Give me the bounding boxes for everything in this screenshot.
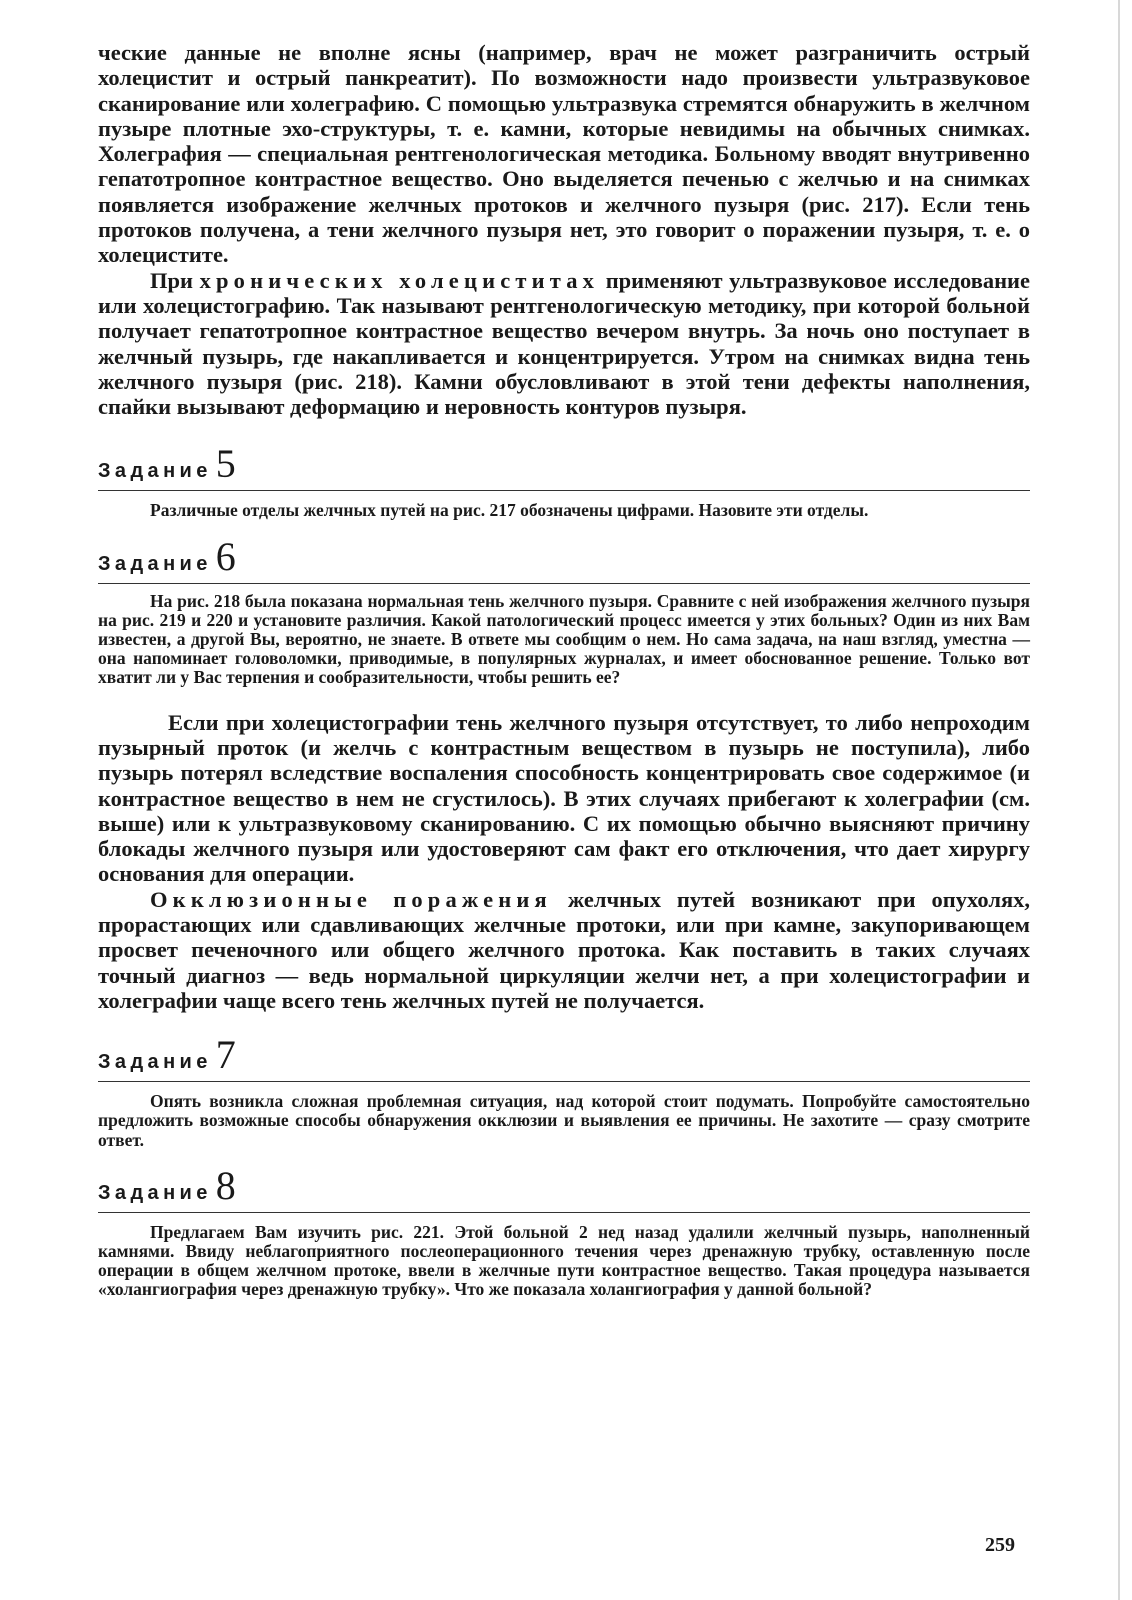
task-5-header (98, 441, 1030, 491)
task-7-label: Задание (98, 1051, 212, 1074)
task-5-text: Различные отделы желчных путей на рис. 217 обозначены цифрами. Назовите эти отделы. (150, 500, 869, 521)
paragraph-3: Если при холецистографии тень желчного пузыря отсутствует, то либо непроходим пузырный проток (и желчь с контрастным веществом в пузырь не поступила), либо пузырь потерял вследствие воспаления способность концентрировать свое содержимое (и контрастное вещество в нем не сгустилось). В этих случаях прибегают к холеграфии (см. выше) или к ультразвуковому сканированию. С их помощью обычно выясняют причину блокады желчного пузыря или удостоверяют сам факт его отключения, что дает хирургу основания для операции. (98, 709, 1030, 887)
paragraph-2-rest: применяют ультразвуковое исследование или холецистографию. Так называют рентгенологическую методику, при которой больной получает гепатотропное контрастное вещество вечером внутрь. За ночь оно поступает в желчный пузырь, где накапливается и концентрируется. Утром на снимках видна тень желчного пузыря (рис. 218). Камни обусловливают в этой тени дефекты наполнения, спайки вызывают деформацию и неровность контуров пузыря. (98, 267, 1031, 420)
page-number: 259 (985, 1534, 1015, 1556)
task-6-label: Задание (98, 552, 212, 575)
task-5-label: Задание (98, 460, 212, 483)
task-6 (98, 533, 1030, 688)
spaced-term-occlusive-lesions: Окклюзионные поражения (150, 886, 552, 912)
task-7-text: Опять возникла сложная проблемная ситуация, над которой стоит подумать. Попробуйте самостоятельно предложить возможные способы обнаружения окклюзии и выявления ее причины. Не захотите — сразу смотрите ответ. (98, 1091, 1030, 1150)
page-edge-line (1118, 0, 1120, 1600)
task-5-number: 5 (215, 441, 236, 487)
task-6-header (98, 533, 1030, 584)
paragraph-2-lead: При (150, 267, 193, 293)
task-8-number: 8 (215, 1162, 236, 1208)
paragraph-1: ческие данные не вполне ясны (например, врач не может разграничить острый холецистит и острый панкреатит). По возможности надо произвести ультразвуковое сканирование или холеграфию. С помощью ультразвука стремятся обнаружить в желчном пузыре плотные эхо-структуры, т. е. камни, которые невидимы на обычных снимках. Холеграфия — специальная рентгенологическая методика. Больному вводят внутривенно гепатотропное контрастное вещество. Оно выделяется печенью с желчью и на снимках появляется изображение желчных протоков и желчного пузыря (рис. 217). Если тень протоков получена, а тени желчного пузыря нет, это говорит о поражении пузыря, т. е. о холецистите. (98, 40, 1030, 268)
document-page (98, 40, 1030, 1300)
task-6-number: 6 (215, 533, 236, 579)
paragraph-2 (98, 268, 1030, 420)
task-5 (98, 441, 1030, 521)
task-8 (98, 1162, 1030, 1300)
task-8-text: Предлагаем Вам изучить рис. 221. Этой больной 2 нед назад удалили желчный пузырь, наполненный камнями. Ввиду неблагоприятного послеоперационного течения через дренажную трубку, оставленную после операции в общем желчном протоке, ввели в желчные пути контрастное вещество. Такая процедура называется «холангиография через дренажную трубку». Что же показала холангиография у данной больной? (98, 1221, 1030, 1300)
task-8-label: Задание (98, 1181, 212, 1204)
paragraph-4 (98, 887, 1030, 1013)
spaced-term-chronic-cholecystitis: хронических холециститах (199, 267, 600, 293)
task-6-text: На рис. 218 была показана нормальная тень желчного пузыря. Сравните с ней изображения желчного пузыря на рис. 219 и 220 и установите различия. Какой патологический процесс имеется у этих больных? Один из них Вам известен, а другой Вы, вероятно, не знаете. В ответе мы сообщим о нем. Но сама задача, на наш взгляд, уместна — она напоминает головоломки, приводимые, в популярных журналах, и имеет обоснованное решение. Только вот хватит ли у Вас терпения и сообразительности, чтобы решить ее? (98, 590, 1030, 688)
task-8-header (98, 1162, 1030, 1213)
paragraph-4-rest: желчных путей возникают при опухолях, прорастающих или сдавливающих желчные протоки, или при камне, закупоривающем просвет печеночного или общего желчного протока. Как поставить в таких случаях точный диагноз — ведь нормальной циркуляции желчи нет, а при холецистографии и холеграфии чаще всего тень желчных путей не получается. (98, 886, 1031, 1013)
task-7-number: 7 (215, 1032, 236, 1078)
task-7-header (98, 1032, 1030, 1082)
task-7 (98, 1032, 1030, 1150)
